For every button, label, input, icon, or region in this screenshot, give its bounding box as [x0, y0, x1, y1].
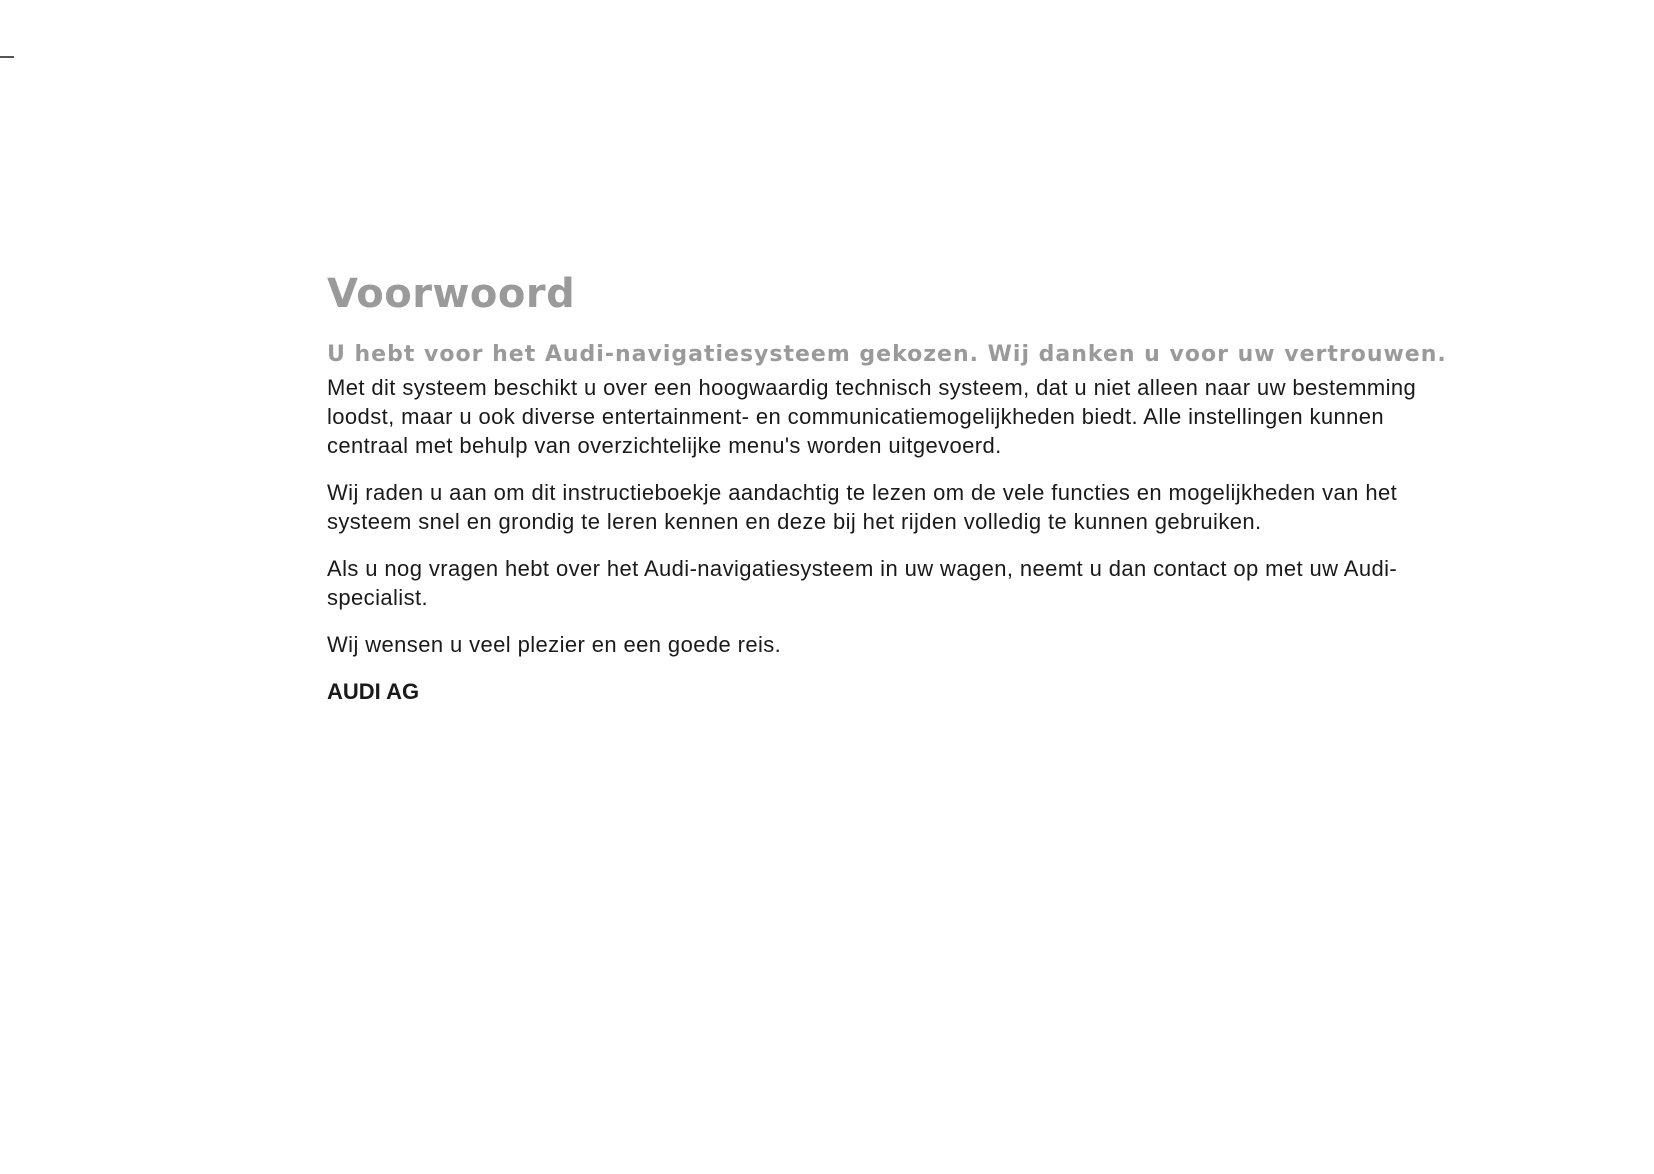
body-paragraph-4: Wij wensen u veel plezier en een goede reis.: [327, 632, 782, 657]
body-paragraph-1: Met dit systeem beschikt u over een hoogwaardig technisch systeem, dat u niet alleen naar uw bestemming loodst, maar u ook diverse entertainment- en communicatiemogelijkheden biedt. Alle instellingen kunnen centraal met behulp van overzichtelijke menu's worden uitgevoerd.: [327, 375, 1417, 458]
document-body: [327, 270, 1447, 706]
body-paragraph-3: Als u nog vragen hebt over het Audi-navigatiesysteem in uw wagen, neemt u dan contact op met uw Audi-specialist.: [327, 556, 1398, 610]
body-paragraph-2: Wij raden u aan om dit instructieboekje aandachtig te lezen om de vele functies en mogelijkheden van het systeem snel en grondig te leren kennen en deze bij het rijden volledig te kunnen gebruiken.: [327, 480, 1398, 534]
page-title: Voorwoord: [327, 271, 576, 317]
signature: AUDI AG: [327, 679, 420, 704]
crop-mark: [0, 56, 14, 58]
lead-paragraph: U hebt voor het Audi-navigatiesysteem gekozen. Wij danken u voor uw vertrouwen.: [327, 342, 1447, 367]
